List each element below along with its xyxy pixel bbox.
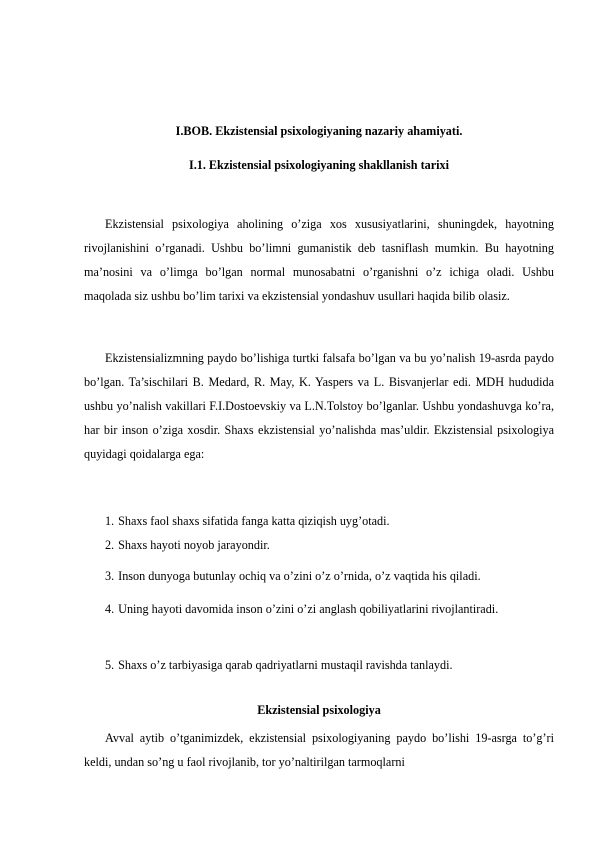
section-heading: I.1. Ekzistensial psixologiyaning shakllanish tarixi [188, 158, 450, 172]
list-item [84, 533, 554, 557]
subsection-heading: Ekzistensial psixologiya [257, 703, 381, 717]
paragraph-history: Ekzistensializmning paydo bo’lishiga turtki falsafa bo’lgan va bu yo’nalish 19-asrda paydo bo’lgan. Ta’sischilari B. Medard, R. May, K. Yaspers va L. Bisvanjerlar edi. MDH hududida ushbu yo’nalish vakillari F.I.Dostoevskiy va L.N.Tolstoy bo’lganlar. Ushbu yondashuvga ko’ra, har bir inson o’ziga xosdir. Shaxs ekzistensial yo’nalishda mas’uldir. Ekzistensial psixologiya quyidagi qoidalarga ega: [84, 351, 554, 461]
list-item-text: Shaxs o’z tarbiyasiga qarab qadriyatlarni mustaqil ravishda tanlaydi. [118, 658, 453, 672]
list-item [84, 509, 554, 533]
list-item-text: Shaxs faol shaxs sifatida fanga katta qiziqish uyg’otadi. [118, 514, 390, 528]
paragraph-origins: Avval aytib o’tganimizdek, ekzistensial psixologiyaning paydo bo’lishi 19-asrga to’g’ri keldi, undan so’ng u faol rivojlanib, tor yo’naltirilgan tarmoqlarni [84, 731, 554, 769]
list-item-text: Uning hayoti davomida inson o’zini o’zi anglash qobiliyatlarini rivojlantiradi. [118, 602, 499, 616]
list-item-text: Shaxs hayoti noyob jarayondir. [118, 538, 270, 552]
list-item-number: 4. [105, 602, 115, 616]
list-item [84, 653, 554, 677]
list-item [84, 597, 554, 621]
chapter-heading: I.BOB. Ekzistensial psixologiyaning nazariy ahamiyati. [175, 124, 463, 138]
list-item-number: 2. [105, 538, 115, 552]
list-item-number: 5. [105, 658, 115, 672]
list-item-text: Inson dunyoga butunlay ochiq va o’zini o’z o’rnida, o’z vaqtida his qiladi. [118, 569, 481, 583]
list-item-number: 1. [105, 514, 115, 528]
list-item [84, 564, 554, 588]
paragraph-intro: Ekzistensial psixologiya aholining o’ziga xos xususiyatlarini, shuningdek, hayotning rivojlanishini o’rganadi. Ushbu bo’limni gumanistik deb tasniflash mumkin. Bu hayotning ma’nosini va o’limga bo’lgan normal munosabatni o’rganishni o’z ichiga oladi. Ushbu maqolada siz ushbu bo’lim tarixi va ekzistensial yondashuv usullari haqida bilib olasiz. [84, 217, 554, 303]
list-item-number: 3. [105, 569, 115, 583]
